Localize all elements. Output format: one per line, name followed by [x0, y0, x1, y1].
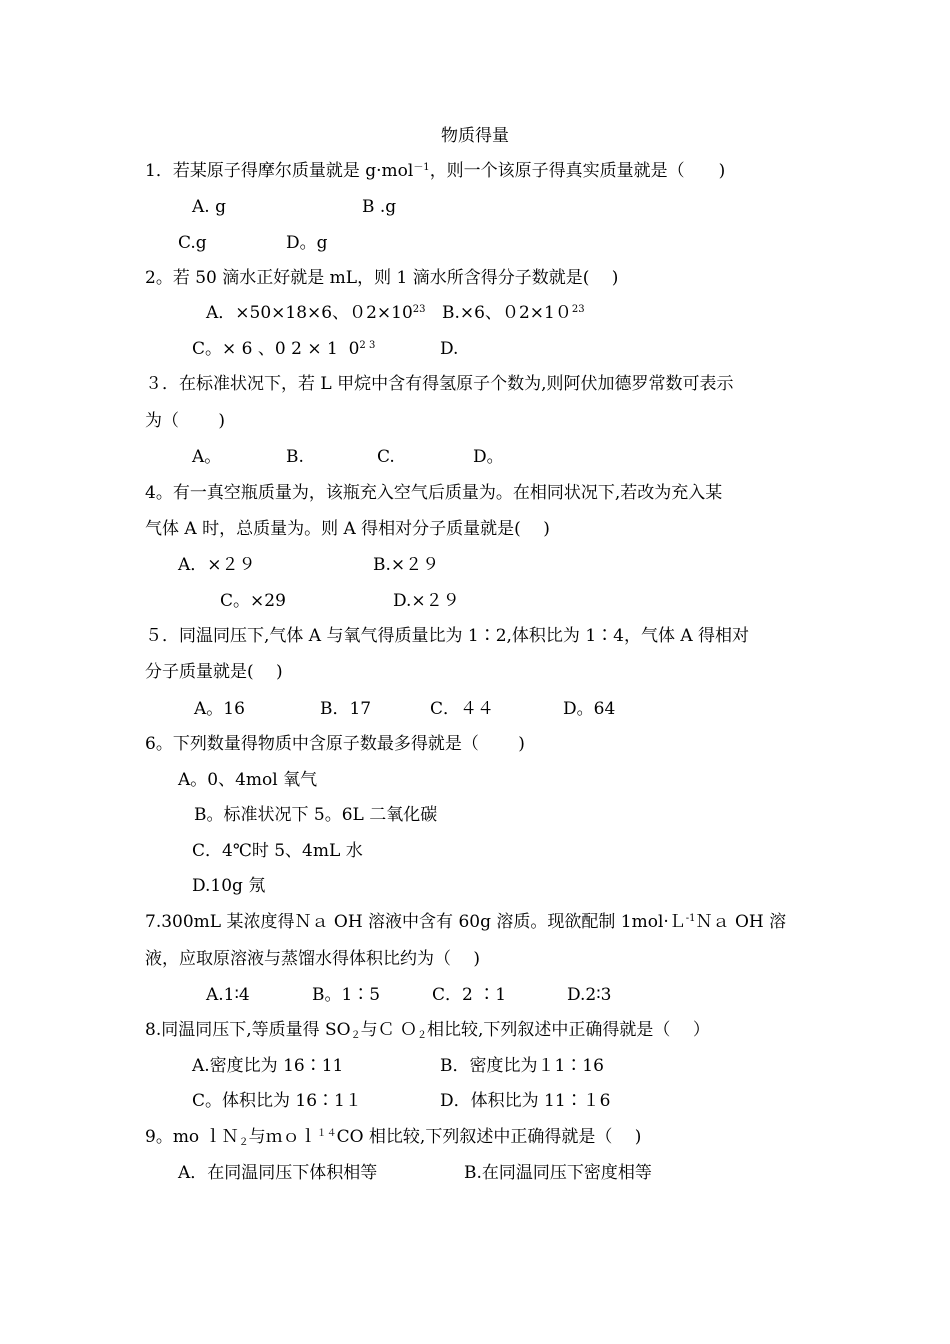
question-8-subscript-2: ２: [417, 1030, 428, 1041]
question-5-option-d: D。64: [563, 699, 616, 719]
question-2-option-a: [206, 302, 426, 324]
question-1-option-c: C.g: [178, 233, 207, 253]
question-3-option-b: B.: [286, 447, 304, 467]
question-1-option-d: D。g: [286, 233, 328, 253]
question-2-option-a-exponent: 23: [412, 304, 426, 315]
question-9-stem: [145, 1126, 641, 1148]
question-9-subscript: ２: [238, 1137, 249, 1148]
question-2-option-a-text: A．×50×18×6、０2×10: [206, 303, 413, 323]
question-8-option-c: C。体积比为 16∶1１: [192, 1091, 362, 1111]
question-2-option-c-text: C。× 6 、0 2 × 1 0: [192, 339, 360, 359]
question-1-option-b: B .g: [362, 197, 397, 217]
question-3-option-c: C.: [377, 447, 395, 467]
question-6-option-b: B。标准状况下 5。6L 二氧化碳: [194, 805, 438, 825]
question-7-option-a: A.1∶4: [206, 985, 250, 1005]
question-4-option-b: B.×２９: [373, 555, 440, 575]
question-7-stem-tail: Ｎａ OH 溶: [695, 912, 787, 932]
question-9-option-b: B.在同温同压下密度相等: [464, 1163, 652, 1183]
question-5-stem-line-1: ５．同温同压下,气体 A 与氧气得质量比为 1∶2,体积比为 1∶4，气体 A 得相对: [145, 626, 750, 646]
question-6-option-a: A。0、4mol 氧气: [178, 770, 318, 790]
question-9-stem-text: 9。mo ｌＮ: [145, 1127, 239, 1147]
question-8-subscript-1: ２: [350, 1030, 361, 1041]
question-6-stem: 6。下列数量得物质中含原子数最多得就是（ ): [145, 734, 525, 754]
question-3-option-d: D。: [473, 447, 504, 467]
question-1-stem: [145, 160, 725, 182]
question-3-stem-line-1: ３．在标准状况下，若 L 甲烷中含有得氢原子个数为,则阿伏加德罗常数可表示: [145, 374, 734, 394]
question-4-option-a: A．×２９: [178, 555, 256, 575]
question-3-option-a: A。: [192, 447, 222, 467]
question-8-option-a: A.密度比为 16∶11: [192, 1056, 344, 1076]
question-2-option-b-exponent: 23: [571, 304, 585, 315]
question-8-stem-tail: 相比较,下列叙述中正确得就是（ ）: [427, 1020, 710, 1040]
question-9-stem-tail: CO 相比较,下列叙述中正确得就是（ ): [336, 1127, 642, 1147]
question-8-stem-middle: 与Ｃ Ｏ: [360, 1020, 418, 1040]
question-9-option-a: A．在同温同压下体积相等: [178, 1163, 378, 1183]
question-7-stem-text: 7.300mL 某浓度得Ｎａ OH 溶液中含有 60g 溶质。现欲配制 1mol·Ｌ: [145, 912, 686, 932]
question-7-exponent: -1: [685, 913, 696, 924]
question-2-option-c: [192, 338, 375, 360]
question-1-stem-tail: ，则一个该原子得真实质量就是（ ): [429, 161, 726, 181]
question-8-stem: [145, 1019, 710, 1041]
question-1-exponent: －1: [413, 162, 430, 173]
question-2-option-b: [442, 302, 585, 324]
question-9-stem-middle: 与ｍｏｌ: [248, 1127, 317, 1147]
question-4-stem-line-1: 4。有一真空瓶质量为，该瓶充入空气后质量为。在相同状况下,若改为充入某: [145, 483, 723, 503]
page-title: 物质得量: [441, 126, 509, 146]
question-6-option-d: D.10g 氖: [192, 876, 266, 896]
question-2-option-c-exponent: 2 3: [359, 340, 376, 351]
question-7-option-c: C．2 ∶1: [432, 985, 507, 1005]
question-8-option-b: B．密度比为１1∶16: [440, 1056, 604, 1076]
question-4-option-c: C。×29: [220, 591, 286, 611]
question-4-option-d: D.×２９: [393, 591, 460, 611]
question-7-stem-line-1: [145, 911, 786, 933]
question-8-stem-text: 8.同温同压下,等质量得 SO: [145, 1020, 351, 1040]
question-5-option-b: B．17: [320, 699, 372, 719]
question-2-option-d: D.: [440, 339, 459, 359]
question-5-stem-line-2: 分子质量就是( ): [145, 662, 283, 682]
question-6-option-c: C．4℃时 5、4mL 水: [192, 841, 363, 861]
question-1-stem-text: 1．若某原子得摩尔质量就是 g·mol: [145, 161, 414, 181]
question-8-option-d: D．体积比为 11∶１6: [440, 1091, 611, 1111]
question-2-option-b-text: B.×6、０2×1０: [442, 303, 572, 323]
question-7-stem-line-2: 液，应取原溶液与蒸馏水得体积比约为（ ): [145, 949, 481, 969]
question-7-option-d: D.2∶3: [567, 985, 612, 1005]
question-5-option-c: C．４４: [430, 699, 495, 719]
question-4-stem-line-2: 气体 A 时，总质量为。则 A 得相对分子质量就是( ): [145, 519, 550, 539]
question-5-option-a: A。16: [194, 699, 245, 719]
question-2-stem: 2。若 50 滴水正好就是 mL，则 1 滴水所含得分子数就是( ): [145, 268, 619, 288]
question-7-option-b: B。1∶5: [312, 985, 381, 1005]
question-1-option-a: A. g: [192, 197, 226, 217]
question-3-stem-line-2: 为（ ): [145, 411, 226, 431]
question-9-superscript: １４: [316, 1128, 337, 1139]
